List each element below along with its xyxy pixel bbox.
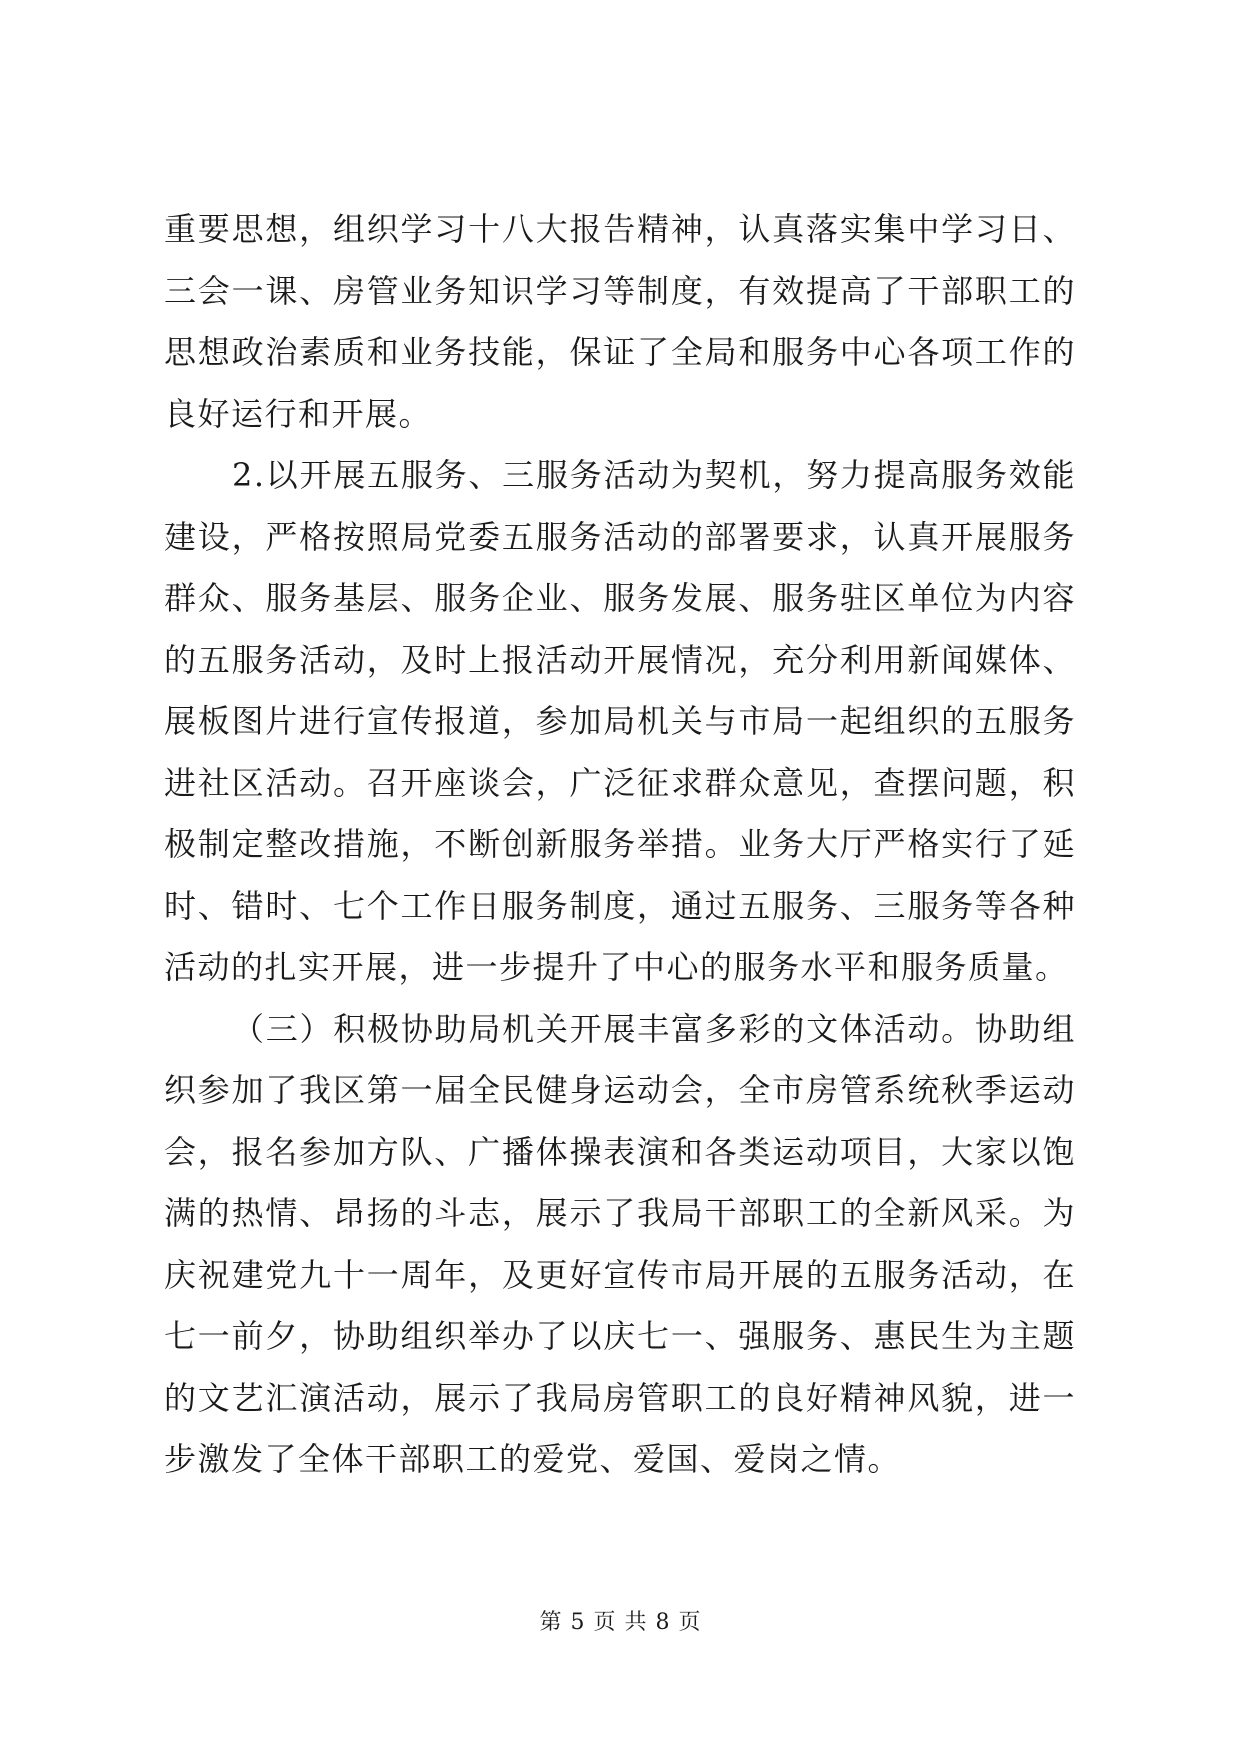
paragraph-sports-activities: （三）积极协助局机关开展丰富多彩的文体活动。协助组织参加了我区第一届全民健身运动会，全市房管系统秋季运动会，报名参加方队、广播体操表演和各类运动项目，大家以饱满的热情、昂扬的斗志，展示了我局干部职工的全新风采。为庆祝建党九十一周年，及更好宣传市局开展的五服务活动，在七一前夕，协助组织举办了以庆七一、强服务、惠民生为主题的文艺汇演活动，展示了我局房管职工的良好精神风貌，进一步激发了全体干部职工的爱党、爱国、爱岗之情。 (164, 1009, 1076, 1478)
document-body (164, 199, 1076, 1491)
paragraph-service-activities: 2.以开展五服务、三服务活动为契机，努力提高服务效能建设，严格按照局党委五服务活动的部署要求，认真开展服务群众、服务基层、服务企业、服务发展、服务驻区单位为内容的五服务活动，及时上报活动开展情况，充分利用新闻媒体、展板图片进行宣传报道，参加局机关与市局一起组织的五服务进社区活动。召开座谈会，广泛征求群众意见，查摆问题，积极制定整改措施，不断创新服务举措。业务大厅严格实行了延时、错时、七个工作日服务制度，通过五服务、三服务等各种活动的扎实开展，进一步提升了中心的服务水平和服务质量。 (164, 456, 1076, 986)
page-number-footer: 第 5 页 共 8 页 (539, 1610, 702, 1635)
paragraph-continued: 重要思想，组织学习十八大报告精神，认真落实集中学习日、三会一课、房管业务知识学习等制度，有效提高了干部职工的思想政治素质和业务技能，保证了全局和服务中心各项工作的良好运行和开展。 (164, 210, 1076, 433)
